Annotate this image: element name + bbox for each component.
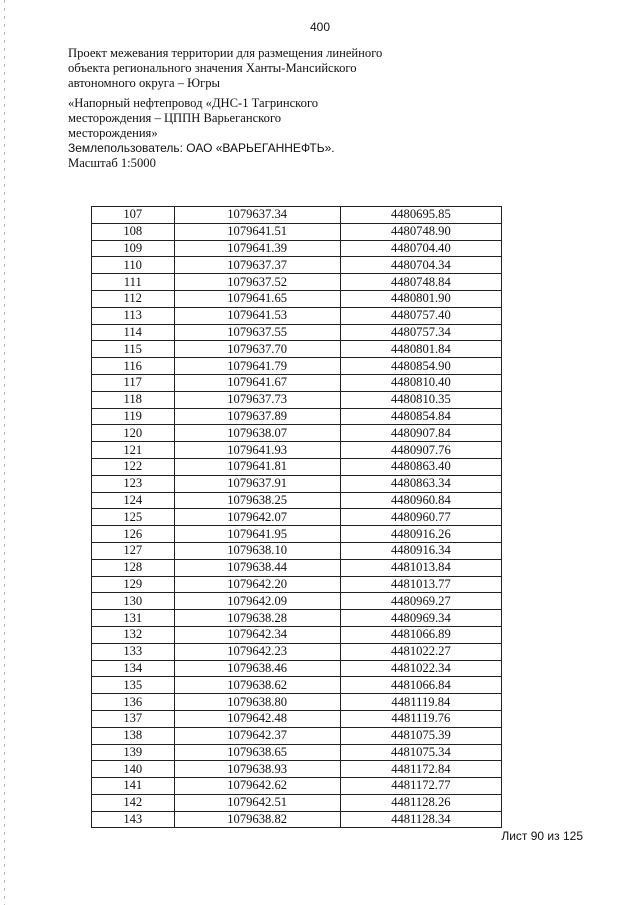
point-number-cell: 107 [92,207,175,224]
x-coordinate-cell: 1079638.28 [174,610,340,627]
y-coordinate-cell: 4481172.84 [340,761,501,778]
point-number-cell: 133 [92,643,175,660]
x-coordinate-cell: 1079637.55 [174,324,340,341]
point-number-cell: 113 [92,307,175,324]
point-number-cell: 116 [92,358,175,375]
table-row [92,408,502,425]
x-coordinate-cell: 1079642.07 [174,509,340,526]
y-coordinate-cell: 4481013.84 [340,559,501,576]
table-row [92,207,502,224]
point-number-cell: 136 [92,694,175,711]
point-number-cell: 127 [92,542,175,559]
project-line: Проект межевания территории для размещения линейного [68,46,383,60]
y-coordinate-cell: 4481066.89 [340,626,501,643]
y-coordinate-cell: 4480757.34 [340,324,501,341]
table-row [92,559,502,576]
x-coordinate-cell: 1079641.53 [174,307,340,324]
y-coordinate-cell: 4480801.84 [340,341,501,358]
x-coordinate-cell: 1079637.89 [174,408,340,425]
x-coordinate-cell: 1079641.67 [174,374,340,391]
table-row [92,811,502,828]
point-number-cell: 108 [92,223,175,240]
x-coordinate-cell: 1079641.93 [174,442,340,459]
table-row [92,358,502,375]
table-row [92,677,502,694]
table-row [92,307,502,324]
y-coordinate-cell: 4481172.77 [340,778,501,795]
table-row [92,610,502,627]
y-coordinate-cell: 4480960.84 [340,492,501,509]
project-title [68,46,398,92]
point-number-cell: 140 [92,761,175,778]
y-coordinate-cell: 4480907.84 [340,425,501,442]
y-coordinate-cell: 4480704.34 [340,257,501,274]
table-row [92,526,502,543]
x-coordinate-cell: 1079642.62 [174,778,340,795]
table-row [92,727,502,744]
point-number-cell: 125 [92,509,175,526]
x-coordinate-cell: 1079638.82 [174,811,340,828]
y-coordinate-cell: 4480969.27 [340,593,501,610]
point-number-cell: 119 [92,408,175,425]
table-row [92,458,502,475]
x-coordinate-cell: 1079641.65 [174,290,340,307]
point-number-cell: 118 [92,391,175,408]
y-coordinate-cell: 4480854.84 [340,408,501,425]
x-coordinate-cell: 1079638.80 [174,694,340,711]
point-number-cell: 129 [92,576,175,593]
scan-edge [4,0,5,905]
table-row [92,374,502,391]
table-row [92,593,502,610]
x-coordinate-cell: 1079638.46 [174,660,340,677]
document-header [68,46,398,172]
y-coordinate-cell: 4481119.76 [340,710,501,727]
page-number: 400 [309,20,331,34]
x-coordinate-cell: 1079641.39 [174,240,340,257]
y-coordinate-cell: 4480907.76 [340,442,501,459]
x-coordinate-cell: 1079642.09 [174,593,340,610]
point-number-cell: 109 [92,240,175,257]
point-number-cell: 117 [92,374,175,391]
coordinates-table [91,206,502,828]
y-coordinate-cell: 4481066.84 [340,677,501,694]
x-coordinate-cell: 1079642.51 [174,794,340,811]
point-number-cell: 138 [92,727,175,744]
y-coordinate-cell: 4481022.34 [340,660,501,677]
table-row [92,240,502,257]
x-coordinate-cell: 1079638.10 [174,542,340,559]
x-coordinate-cell: 1079638.07 [174,425,340,442]
y-coordinate-cell: 4480801.90 [340,290,501,307]
y-coordinate-cell: 4481128.34 [340,811,501,828]
table-row [92,794,502,811]
object-title [68,96,398,142]
x-coordinate-cell: 1079641.51 [174,223,340,240]
y-coordinate-cell: 4480863.34 [340,475,501,492]
table-row [92,626,502,643]
x-coordinate-cell: 1079642.23 [174,643,340,660]
table-row [92,778,502,795]
table-row [92,761,502,778]
point-number-cell: 134 [92,660,175,677]
point-number-cell: 139 [92,744,175,761]
point-number-cell: 121 [92,442,175,459]
x-coordinate-cell: 1079642.48 [174,710,340,727]
table-row [92,274,502,291]
x-coordinate-cell: 1079637.73 [174,391,340,408]
x-coordinate-cell: 1079638.62 [174,677,340,694]
point-number-cell: 115 [92,341,175,358]
x-coordinate-cell: 1079637.91 [174,475,340,492]
x-coordinate-cell: 1079642.34 [174,626,340,643]
point-number-cell: 135 [92,677,175,694]
y-coordinate-cell: 4480960.77 [340,509,501,526]
y-coordinate-cell: 4480863.40 [340,458,501,475]
point-number-cell: 130 [92,593,175,610]
table-row [92,442,502,459]
x-coordinate-cell: 1079642.37 [174,727,340,744]
point-number-cell: 141 [92,778,175,795]
coordinates-table-body [92,207,502,828]
table-row [92,324,502,341]
y-coordinate-cell: 4480704.40 [340,240,501,257]
x-coordinate-cell: 1079638.44 [174,559,340,576]
point-number-cell: 110 [92,257,175,274]
x-coordinate-cell: 1079638.25 [174,492,340,509]
y-coordinate-cell: 4480748.84 [340,274,501,291]
y-coordinate-cell: 4480757.40 [340,307,501,324]
scale: Масштаб 1:5000 [68,156,156,171]
point-number-cell: 132 [92,626,175,643]
point-number-cell: 137 [92,710,175,727]
table-row [92,341,502,358]
object-line: месторождения – ЦППН Варьеганского [68,110,282,125]
y-coordinate-cell: 4481075.39 [340,727,501,744]
x-coordinate-cell: 1079642.20 [174,576,340,593]
table-row [92,391,502,408]
table-row [92,475,502,492]
y-coordinate-cell: 4481013.77 [340,576,501,593]
x-coordinate-cell: 1079638.93 [174,761,340,778]
y-coordinate-cell: 4481075.34 [340,744,501,761]
table-row [92,509,502,526]
table-row [92,492,502,509]
table-row [92,576,502,593]
table-row [92,660,502,677]
y-coordinate-cell: 4481128.26 [340,794,501,811]
x-coordinate-cell: 1079641.81 [174,458,340,475]
sheet-counter: Лист 90 из 125 [501,829,583,843]
x-coordinate-cell: 1079638.65 [174,744,340,761]
land-user: Землепользователь: ОАО «ВАРЬЕГАННЕФТЬ». [68,141,335,156]
y-coordinate-cell: 4481022.27 [340,643,501,660]
point-number-cell: 131 [92,610,175,627]
point-number-cell: 120 [92,425,175,442]
y-coordinate-cell: 4480810.35 [340,391,501,408]
point-number-cell: 128 [92,559,175,576]
y-coordinate-cell: 4481119.84 [340,694,501,711]
project-line: объекта регионального значения Ханты-Мансийского [68,61,357,76]
y-coordinate-cell: 4480854.90 [340,358,501,375]
point-number-cell: 114 [92,324,175,341]
table-row [92,257,502,274]
x-coordinate-cell: 1079637.34 [174,207,340,224]
point-number-cell: 112 [92,290,175,307]
x-coordinate-cell: 1079637.37 [174,257,340,274]
table-row [92,694,502,711]
x-coordinate-cell: 1079637.70 [174,341,340,358]
point-number-cell: 142 [92,794,175,811]
y-coordinate-cell: 4480916.34 [340,542,501,559]
x-coordinate-cell: 1079637.52 [174,274,340,291]
object-line: «Напорный нефтепровод «ДНС-1 Тагринского [68,95,319,110]
point-number-cell: 123 [92,475,175,492]
table-row [92,425,502,442]
x-coordinate-cell: 1079641.95 [174,526,340,543]
project-line: автономного округа – Югры [68,76,221,91]
table-row [92,542,502,559]
table-row [92,290,502,307]
y-coordinate-cell: 4480916.26 [340,526,501,543]
point-number-cell: 126 [92,526,175,543]
point-number-cell: 143 [92,811,175,828]
point-number-cell: 124 [92,492,175,509]
point-number-cell: 122 [92,458,175,475]
x-coordinate-cell: 1079641.79 [174,358,340,375]
y-coordinate-cell: 4480748.90 [340,223,501,240]
y-coordinate-cell: 4480810.40 [340,374,501,391]
table-row [92,710,502,727]
table-row [92,643,502,660]
point-number-cell: 111 [92,274,175,291]
table-row [92,223,502,240]
table-row [92,744,502,761]
object-line: месторождения» [68,126,158,141]
y-coordinate-cell: 4480695.85 [340,207,501,224]
y-coordinate-cell: 4480969.34 [340,610,501,627]
